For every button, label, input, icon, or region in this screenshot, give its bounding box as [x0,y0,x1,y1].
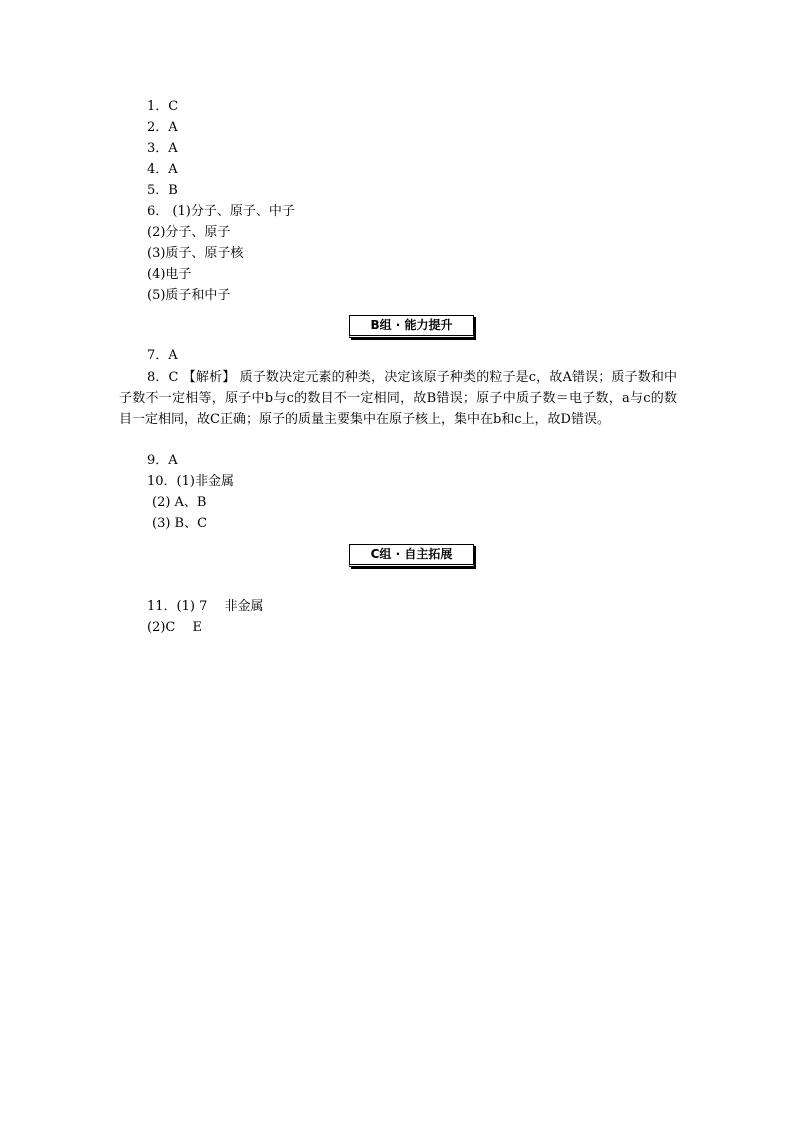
answer-9: 9．A [147,453,178,468]
answer-2: 2．A [147,120,178,135]
answer-8-explanation: 8．C 【解析】 质子数决定元素的种类，决定该原子种类的粒子是c，故A错误；质子数和中子数不一定相等，原子中b与c的数目不一定相同，故B错误；原子中质子数＝电子数，a与c的数目一定相同，故C正确；原子的质量主要集中在原子核上，集中在b和c上，故D错误。 [119,370,677,427]
answer-10-1: 10．(1)非金属 [147,474,234,489]
section-b-header: B组 · 能力提升 [349,315,474,338]
answer-6-1: 6． (1)分子、原子、中子 [147,204,295,219]
answer-3: 3．A [147,141,178,156]
answer-6-2: (2)分子、原子 [147,225,231,240]
answer-1: 1．C [147,99,179,114]
answer-4: 4．A [147,162,178,177]
section-c-header: C组 · 自主拓展 [349,544,474,567]
answer-6-4: (4)电子 [147,267,192,282]
answer-10-2: (2) A、B [152,495,207,510]
answer-6-5: (5)质子和中子 [147,288,231,303]
answer-11-2: (2)C E [147,620,202,635]
answer-6-3: (3)质子、原子核 [147,246,244,261]
answer-7: 7．A [147,348,178,363]
answer-10-3: (3) B、C [152,516,208,531]
answer-11-1: 11．(1) 7 非金属 [147,599,264,614]
answer-5: 5．B [147,183,178,198]
